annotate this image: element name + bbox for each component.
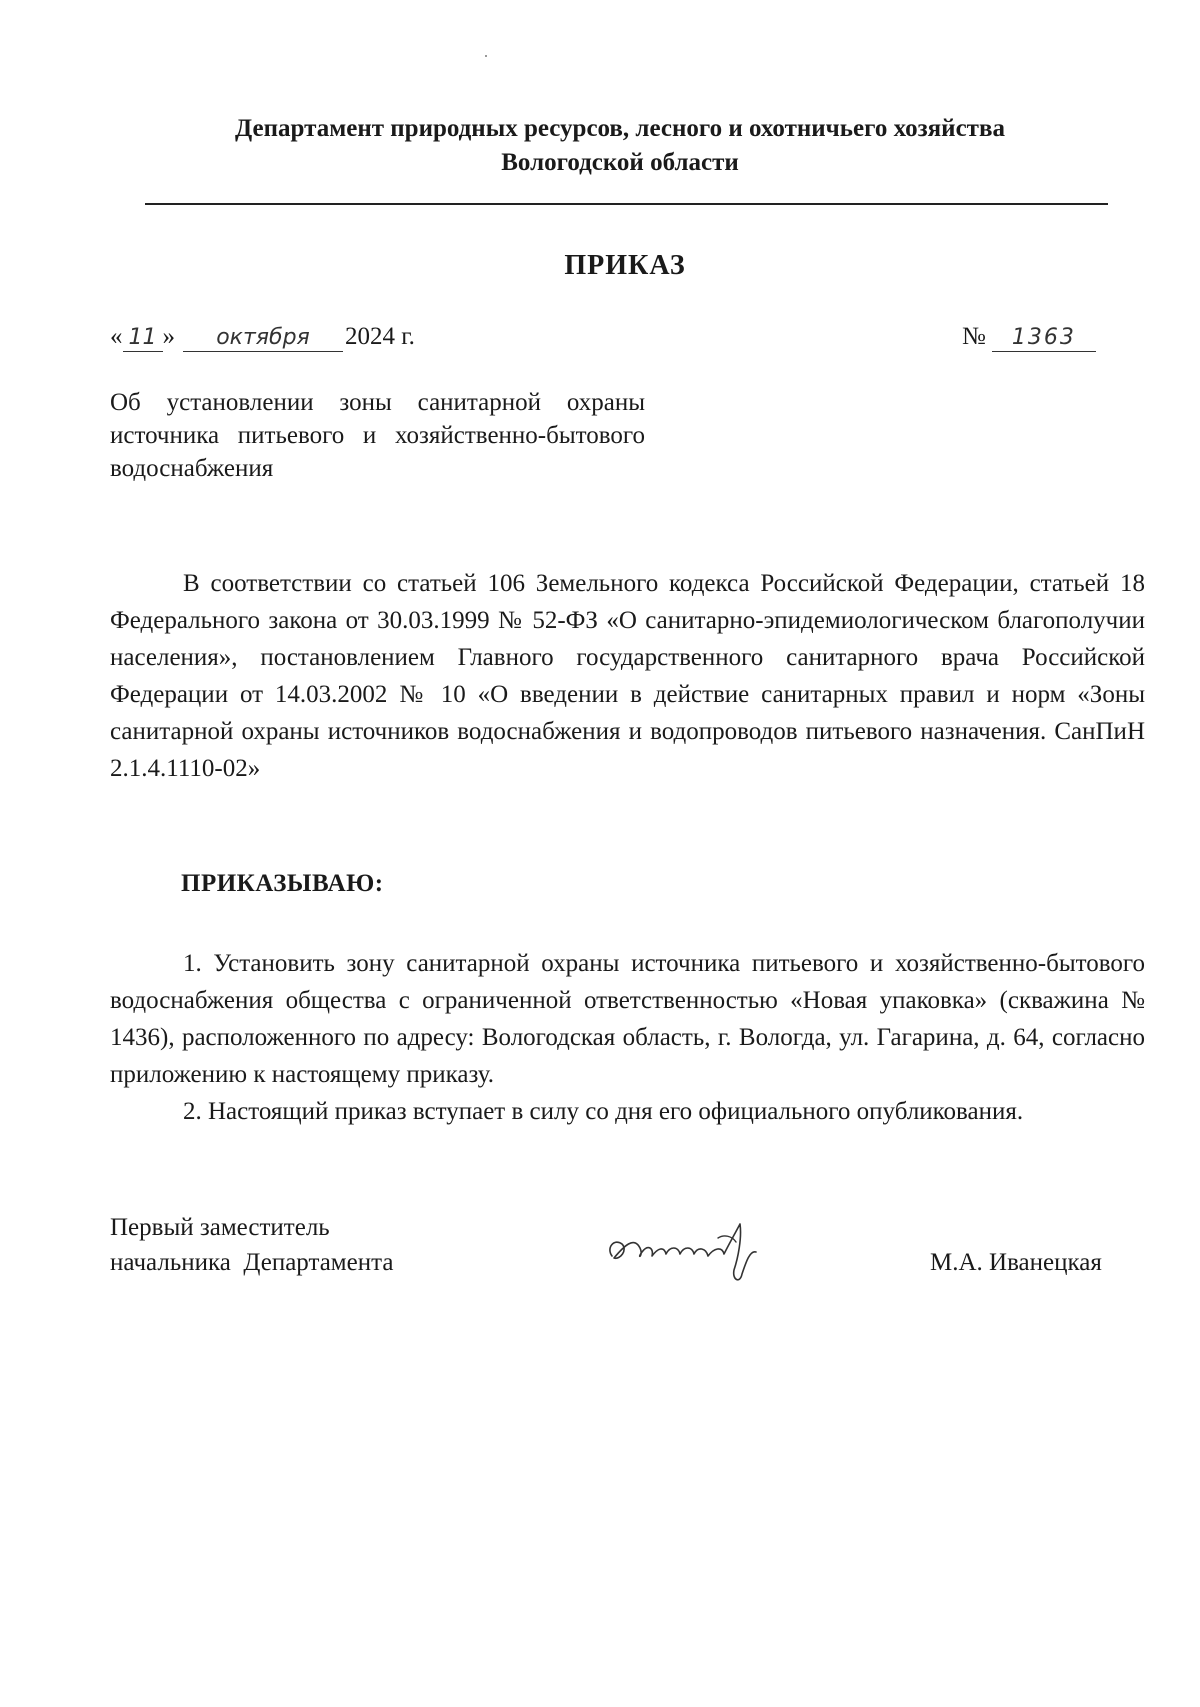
orders-heading: ПРИКАЗЫВАЮ: — [181, 870, 384, 897]
date-month-handwritten: октября — [183, 325, 343, 352]
order-item-2: 2. Настоящий приказ вступает в силу со дня его официального опубликования. — [183, 1098, 1024, 1125]
document-number — [962, 320, 1096, 354]
issuer-line-2: Вологодской области — [501, 149, 739, 176]
signer-position-line-2: начальника Департамента — [110, 1249, 394, 1276]
signer-name: М.А. Иванецкая — [930, 1249, 1102, 1276]
order-item-1: 1. Установить зону санитарной охраны источника питьевого и хозяйственно-бытового водоснабжения общества с ограниченной ответственностью «Новая упаковка» (скважина № 1436), расположенного по адресу: Вологодская область, г. Вологда, ул. Гагарина, д. 64, согласно приложению к настоящему приказу. — [110, 950, 1145, 1088]
number-value-handwritten: 1363 — [992, 325, 1096, 352]
date-year: 2024 г. — [345, 323, 415, 350]
preamble-paragraph: В соответствии со статьей 106 Земельного кодекса Российской Федерации, статьей 18 Федерального закона от 30.03.1999 № 52-ФЗ «О санитарно-эпидемиологическом благополучии населения», постановлением Главного государственного санитарного врача Российской Федерации от 14.03.2002 № 10 «О введении в действие санитарных правил и норм «Зоны санитарной охраны источников водоснабжения и водопроводов питьевого назначения. СанПиН 2.1.4.1110-02» — [110, 570, 1145, 782]
signer-position — [110, 1210, 393, 1280]
signer-position-line-1: Первый заместитель — [110, 1214, 330, 1241]
document-type-title: ПРИКАЗ — [564, 250, 686, 281]
date-open-quote: « — [110, 323, 123, 350]
scan-speck — [485, 55, 487, 57]
issuer-header — [0, 112, 1200, 180]
header-divider — [145, 203, 1108, 205]
date-day-handwritten: 11 — [123, 325, 163, 352]
date-close-quote: » — [162, 323, 175, 350]
number-sign: № — [962, 323, 986, 350]
issuer-line-1: Департамент природных ресурсов, лесного и охотничьего хозяйства — [235, 115, 1005, 142]
handwritten-signature — [600, 1208, 800, 1288]
document-date — [110, 320, 415, 354]
document-subject: Об установлении зоны санитарной охраны источника питьевого и хозяйственно-бытового водоснабжения — [110, 389, 645, 482]
